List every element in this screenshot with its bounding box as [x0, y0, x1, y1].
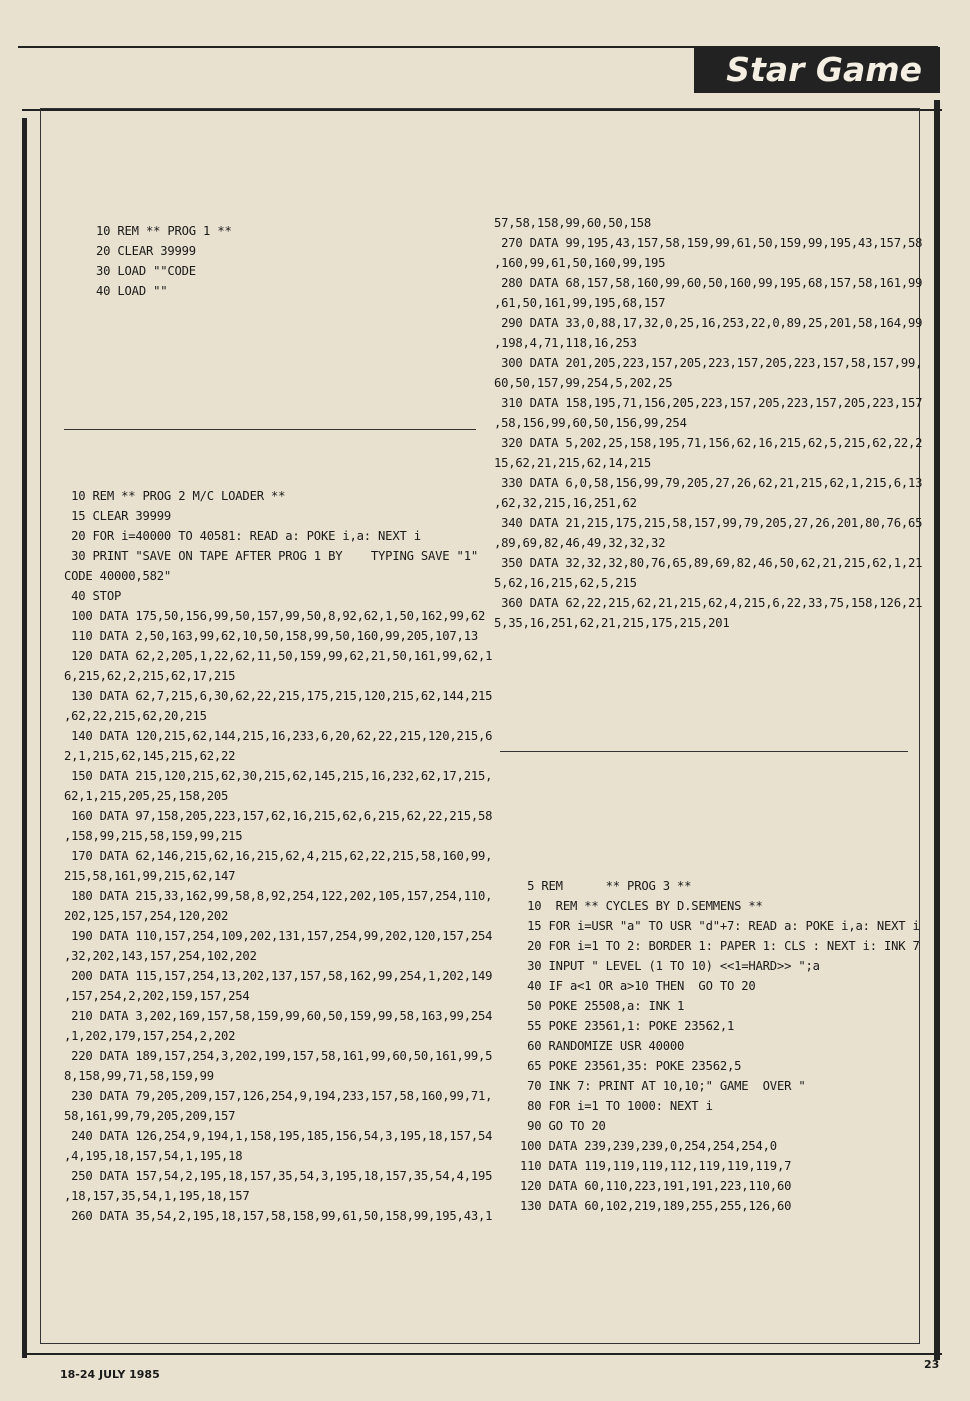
- code-line: 210 DATA 3,202,169,157,58,159,99,60,50,159,99,58,163,99,254: [64, 1009, 493, 1023]
- code-line: 10 REM ** PROG 2 M/C LOADER **: [64, 489, 286, 503]
- prog2-listing-continued: [494, 213, 922, 633]
- code-line: 60,50,157,99,254,5,202,25: [494, 376, 673, 390]
- code-line: 250 DATA 157,54,2,195,18,157,35,54,3,195,18,157,35,54,4,195: [64, 1169, 493, 1183]
- code-line: 170 DATA 62,146,215,62,16,215,62,4,215,62,22,215,58,160,99,: [64, 849, 493, 863]
- code-line: 230 DATA 79,205,209,157,126,254,9,194,233,157,58,160,99,71,: [64, 1089, 493, 1103]
- code-line: 120 DATA 60,110,223,191,191,223,110,60: [520, 1179, 792, 1193]
- code-line: 30 INPUT " LEVEL (1 TO 10) <<1=HARD>> ";a: [520, 959, 820, 973]
- code-line: 100 DATA 175,50,156,99,50,157,99,50,8,92,62,1,50,162,99,62: [64, 609, 486, 623]
- code-line: 6,215,62,2,215,62,17,215: [64, 669, 236, 683]
- code-line: ,61,50,161,99,195,68,157: [494, 296, 666, 310]
- code-line: 10 REM ** PROG 1 **: [96, 224, 232, 238]
- prog2-listing: [64, 486, 492, 1226]
- code-line: ,62,32,215,16,251,62: [494, 496, 637, 510]
- issue-date: 18-24 JULY 1985: [60, 1368, 160, 1381]
- code-line: 2,1,215,62,145,215,62,22: [64, 749, 236, 763]
- code-line: 40 IF a<1 OR a>10 THEN GO TO 20: [520, 979, 756, 993]
- code-line: 50 POKE 25508,a: INK 1: [520, 999, 685, 1013]
- code-line: 65 POKE 23561,35: POKE 23562,5: [520, 1059, 742, 1073]
- code-line: 40 STOP: [64, 589, 122, 603]
- code-line: 90 GO TO 20: [520, 1119, 606, 1133]
- code-line: 160 DATA 97,158,205,223,157,62,16,215,62,6,215,62,22,215,58: [64, 809, 493, 823]
- code-line: 40 LOAD "": [96, 284, 168, 298]
- code-line: 340 DATA 21,215,175,215,58,157,99,79,205,27,26,201,80,76,65: [494, 516, 923, 530]
- code-line: 15,62,21,215,62,14,215: [494, 456, 652, 470]
- code-line: ,18,157,35,54,1,195,18,157: [64, 1189, 250, 1203]
- code-line: 320 DATA 5,202,25,158,195,71,156,62,16,215,62,5,215,62,22,2: [494, 436, 923, 450]
- code-line: 80 FOR i=1 TO 1000: NEXT i: [520, 1099, 713, 1113]
- code-line: 260 DATA 35,54,2,195,18,157,58,158,99,61,50,158,99,195,43,1: [64, 1209, 493, 1223]
- left-frame-bar: [22, 118, 27, 1358]
- code-line: 270 DATA 99,195,43,157,58,159,99,61,50,159,99,195,43,157,58: [494, 236, 923, 250]
- code-line: 30 PRINT "SAVE ON TAPE AFTER PROG 1 BY TYPING SAVE "1": [64, 549, 478, 563]
- code-line: ,157,254,2,202,159,157,254: [64, 989, 250, 1003]
- code-line: 20 FOR i=40000 TO 40581: READ a: POKE i,a: NEXT i: [64, 529, 421, 543]
- code-line: 200 DATA 115,157,254,13,202,137,157,58,162,99,254,1,202,149: [64, 969, 493, 983]
- code-line: 290 DATA 33,0,88,17,32,0,25,16,253,22,0,89,25,201,58,164,99: [494, 316, 923, 330]
- code-line: 180 DATA 215,33,162,99,58,8,92,254,122,202,105,157,254,110,: [64, 889, 493, 903]
- code-line: ,58,156,99,60,50,156,99,254: [494, 416, 687, 430]
- prog1-listing: [96, 221, 232, 301]
- code-line: 60 RANDOMIZE USR 40000: [520, 1039, 685, 1053]
- code-line: 10 REM ** CYCLES BY D.SEMMENS **: [520, 899, 763, 913]
- code-line: 240 DATA 126,254,9,194,1,158,195,185,156,54,3,195,18,157,54: [64, 1129, 493, 1143]
- code-line: 57,58,158,99,60,50,158: [494, 216, 652, 230]
- code-line: 20 FOR i=1 TO 2: BORDER 1: PAPER 1: CLS : NEXT i: INK 7: [520, 939, 920, 953]
- code-line: 100 DATA 239,239,239,0,254,254,254,0: [520, 1139, 777, 1153]
- code-line: 300 DATA 201,205,223,157,205,223,157,205,223,157,58,157,99,: [494, 356, 923, 370]
- prog1-divider: [64, 429, 476, 430]
- code-line: 330 DATA 6,0,58,156,99,79,205,27,26,62,21,215,62,1,215,6,13: [494, 476, 923, 490]
- section-header: [694, 47, 940, 93]
- code-line: 220 DATA 189,157,254,3,202,199,157,58,161,99,60,50,161,99,5: [64, 1049, 493, 1063]
- code-line: 20 CLEAR 39999: [96, 244, 196, 258]
- code-line: 15 CLEAR 39999: [64, 509, 172, 523]
- code-line: ,160,99,61,50,160,99,195: [494, 256, 666, 270]
- code-line: ,158,99,215,58,159,99,215: [64, 829, 243, 843]
- code-line: 360 DATA 62,22,215,62,21,215,62,4,215,6,22,33,75,158,126,21: [494, 596, 923, 610]
- page-number: 23: [924, 1358, 940, 1371]
- code-line: 140 DATA 120,215,62,144,215,16,233,6,20,62,22,215,120,215,6: [64, 729, 493, 743]
- right-column-divider: [500, 751, 908, 752]
- code-line: 310 DATA 158,195,71,156,205,223,157,205,223,157,205,223,157: [494, 396, 923, 410]
- code-line: 5 REM ** PROG 3 **: [520, 879, 692, 893]
- code-line: 110 DATA 119,119,119,112,119,119,119,7: [520, 1159, 792, 1173]
- code-line: 202,125,157,254,120,202: [64, 909, 229, 923]
- code-line: ,89,69,82,46,49,32,32,32: [494, 536, 666, 550]
- code-line: 30 LOAD ""CODE: [96, 264, 196, 278]
- right-frame-bar: [934, 100, 940, 1360]
- code-line: 110 DATA 2,50,163,99,62,10,50,158,99,50,160,99,205,107,13: [64, 629, 478, 643]
- code-line: 15 FOR i=USR "a" TO USR "d"+7: READ a: POKE i,a: NEXT i: [520, 919, 920, 933]
- code-line: CODE 40000,582": [64, 569, 172, 583]
- code-line: ,32,202,143,157,254,102,202: [64, 949, 257, 963]
- code-line: ,1,202,179,157,254,2,202: [64, 1029, 236, 1043]
- prog3-listing: [520, 876, 920, 1216]
- code-line: ,62,22,215,62,20,215: [64, 709, 207, 723]
- code-line: 190 DATA 110,157,254,109,202,131,157,254,99,202,120,157,254: [64, 929, 493, 943]
- code-line: 5,35,16,251,62,21,215,175,215,201: [494, 616, 730, 630]
- code-line: 55 POKE 23561,1: POKE 23562,1: [520, 1019, 735, 1033]
- section-title: Star Game: [726, 50, 922, 89]
- code-line: 120 DATA 62,2,205,1,22,62,11,50,159,99,62,21,50,161,99,62,1: [64, 649, 493, 663]
- code-line: 8,158,99,71,58,159,99: [64, 1069, 214, 1083]
- code-line: 130 DATA 60,102,219,189,255,255,126,60: [520, 1199, 792, 1213]
- code-line: 130 DATA 62,7,215,6,30,62,22,215,175,215,120,215,62,144,215: [64, 689, 493, 703]
- code-line: 150 DATA 215,120,215,62,30,215,62,145,215,16,232,62,17,215,: [64, 769, 493, 783]
- code-line: ,198,4,71,118,16,253: [494, 336, 637, 350]
- code-line: 5,62,16,215,62,5,215: [494, 576, 637, 590]
- code-line: ,4,195,18,157,54,1,195,18: [64, 1149, 243, 1163]
- code-line: 58,161,99,79,205,209,157: [64, 1109, 236, 1123]
- code-line: 280 DATA 68,157,58,160,99,60,50,160,99,195,68,157,58,161,99: [494, 276, 923, 290]
- code-line: 350 DATA 32,32,32,80,76,65,89,69,82,46,50,62,21,215,62,1,21: [494, 556, 923, 570]
- code-line: 70 INK 7: PRINT AT 10,10;" GAME OVER ": [520, 1079, 806, 1093]
- code-line: 62,1,215,205,25,158,205: [64, 789, 229, 803]
- code-line: 215,58,161,99,215,62,147: [64, 869, 236, 883]
